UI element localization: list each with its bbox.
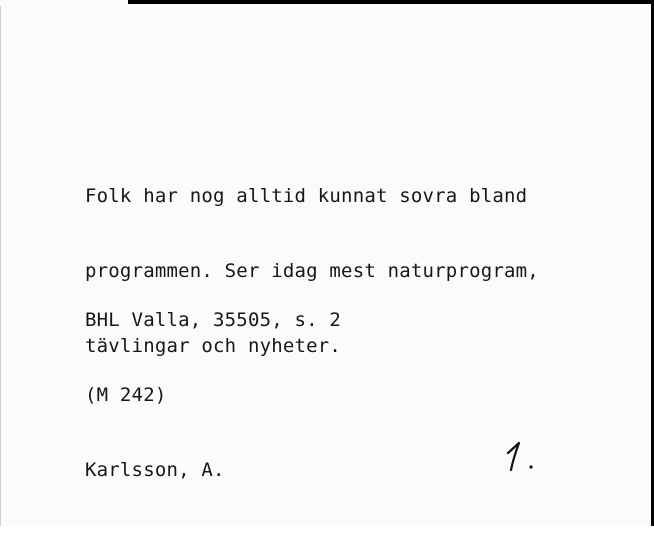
quote-line: Folk har nog alltid kunnat sovra bland <box>85 185 528 207</box>
source-line: BHL Valla, 35505, s. 2 <box>85 309 342 331</box>
source-reference <box>85 258 341 533</box>
quote-line: tävlingar och nyheter. <box>85 335 342 357</box>
source-line: (M 242) <box>85 384 167 406</box>
scan-left-edge <box>0 6 1 526</box>
source-line: Karlsson, A. <box>85 459 225 481</box>
scan-top-edge <box>128 0 654 4</box>
quote-line: programmen. Ser idag mest naturprogram, <box>85 260 539 282</box>
handwritten-page-number <box>504 436 544 476</box>
handwritten-page-number-graphic <box>504 436 544 476</box>
